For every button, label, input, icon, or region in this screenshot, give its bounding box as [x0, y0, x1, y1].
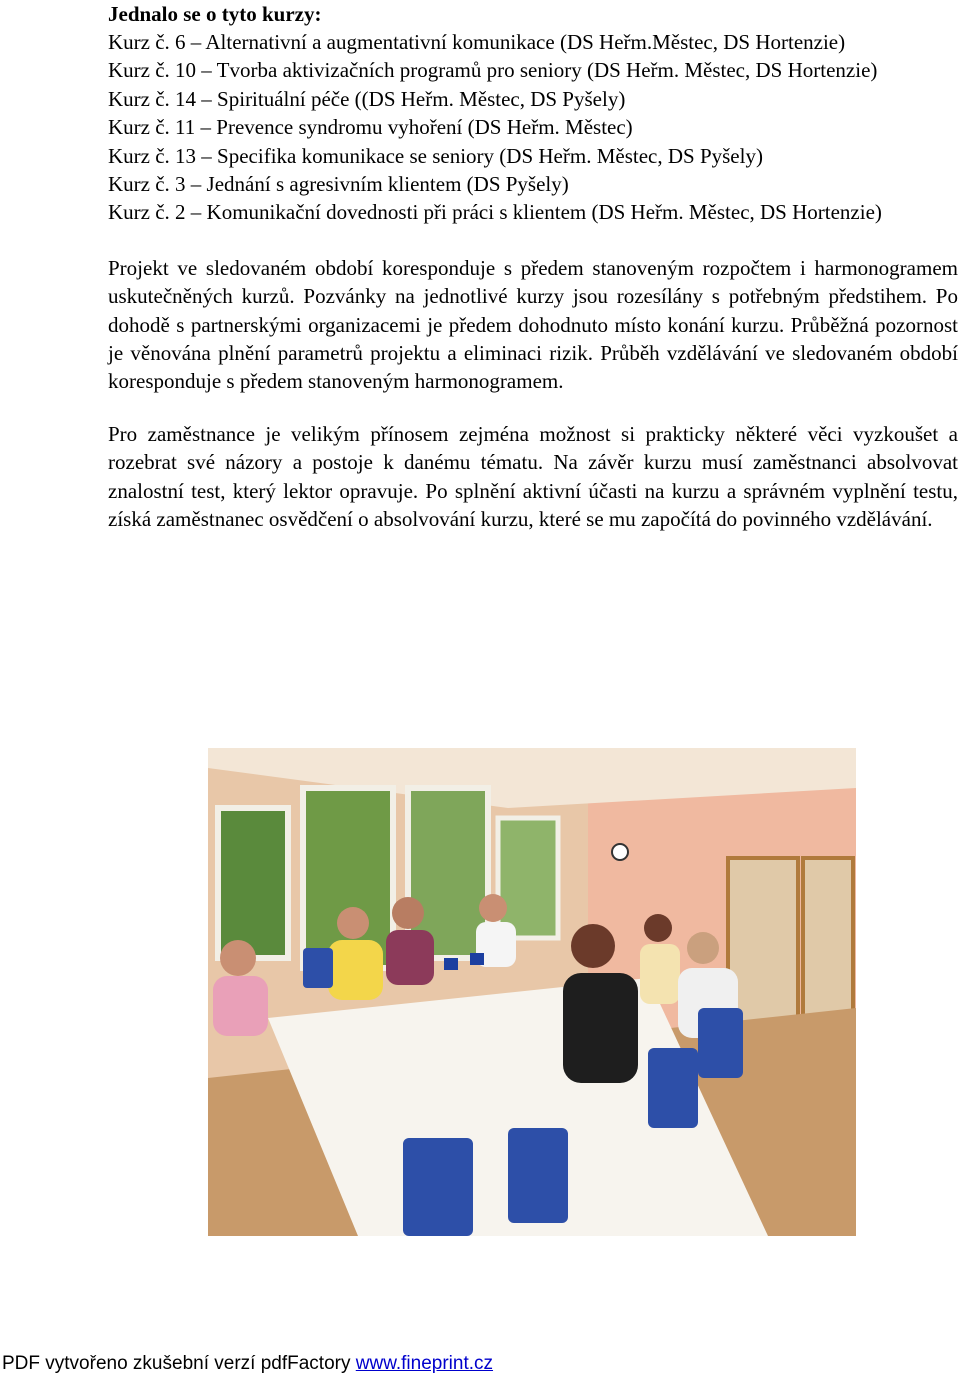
footer-link[interactable]: www.fineprint.cz [355, 1353, 494, 1374]
classroom-photo-illustration [208, 748, 856, 1236]
course-list [108, 28, 958, 227]
course-photo [208, 748, 856, 1236]
course-item: Kurz č. 6 – Alternativní a augmentativní komunikace (DS Heřm.Městec, DS Hortenzie) [108, 30, 846, 54]
footer-text: PDF vytvořeno zkušební verzí pdfFactory [2, 1353, 356, 1374]
document-body [108, 0, 958, 534]
course-item: Kurz č. 3 – Jednání s agresivním klientem (DS Pyšely) [108, 172, 569, 197]
benefit-paragraph: Pro zaměstnance je velikým přínosem zejména možnost si prakticky některé věci vyzkoušet a rozebrat své názory a postoje k danému tématu. Na závěr kurzu musí zaměstnanci absolvovat znalostní test, který lektor opravuje. Po splnění aktivní účasti na kurzu a správném vyplnění testu, získá zaměstnanec osvědčení o absolvování kurzu, které se mu započítá do povinného vzdělávání. [108, 421, 958, 532]
project-status-paragraph: Projekt ve sledovaném období koresponduje s předem stanoveným rozpočtem i harmonogramem uskutečněných kurzů. Pozvánky na jednotlivé kurzy jsou rozesílány s potřebným předstihem. Po dohodě s partnerskými organizacemi je předem dohodnuto místo konání kurzu. Průběžná pozornost je věnována plnění parametrů projektu a eliminaci rizik. Průběh vzdělávání ve sledovaném období koresponduje s předem stanoveným harmonogramem. [108, 255, 958, 394]
pdf-footer [2, 1353, 493, 1375]
course-item: Kurz č. 14 – Spirituální péče ((DS Heřm. Městec, DS Pyšely) [108, 86, 626, 111]
course-item: Kurz č. 10 – Tvorba aktivizačních programů pro seniory (DS Heřm. Městec, DS Hortenzie) [108, 58, 878, 83]
course-item: Kurz č. 11 – Prevence syndromu vyhoření (DS Heřm. Městec) [108, 115, 633, 140]
course-item: Kurz č. 13 – Specifika komunikace se seniory (DS Heřm. Městec, DS Pyšely) [108, 143, 763, 168]
section-heading: Jednalo se o tyto kurzy: [108, 2, 322, 26]
course-item: Kurz č. 2 – Komunikační dovednosti při práci s klientem (DS Heřm. Městec, DS Hortenzie) [108, 200, 882, 225]
